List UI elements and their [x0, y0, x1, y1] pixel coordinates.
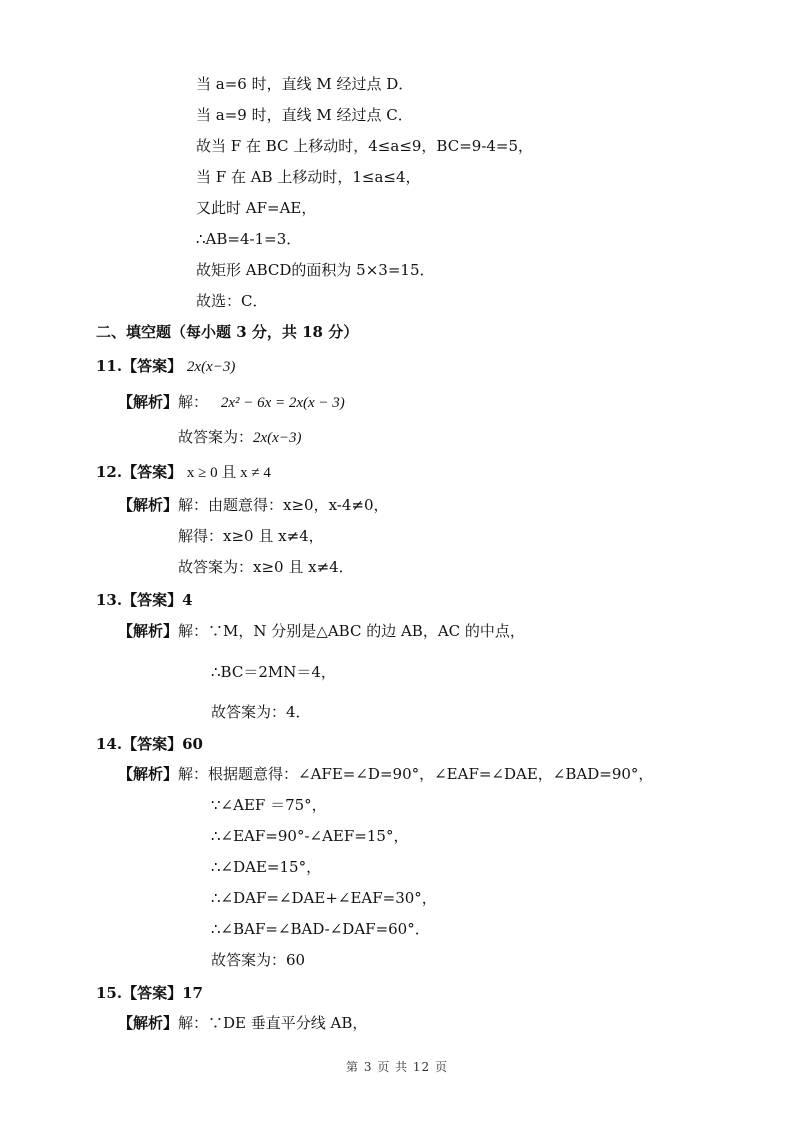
q14-line-6: ∴∠BAF=∠BAD-∠DAF=60°． [211, 920, 430, 938]
q13-answer-line [96, 590, 193, 610]
q13-number: 13. [96, 591, 123, 609]
q15-line-1: ∵DE 垂直平分线 AB， [208, 1014, 368, 1032]
analysis-tag: 【解析】 [118, 393, 179, 411]
q15-analysis-line [118, 1013, 367, 1033]
q14-number: 14. [96, 735, 123, 753]
answer-tag: 【答案】 [122, 357, 183, 375]
solution-line-2: 当 a=9 时，直线 M 经过点 C． [196, 106, 413, 124]
q14-line-4: ∴∠DAE=15°， [211, 858, 322, 876]
analysis-tag: 【解析】 [118, 765, 179, 783]
q12-answer: x ≥ 0 且 x ≠ 4 [186, 465, 271, 481]
analysis-tag: 【解析】 [118, 496, 179, 514]
solution-line-6: ∴AB=4-1=3． [196, 230, 302, 248]
solution-line-4: 当 F 在 AB 上移动时，1≤a≤4， [196, 168, 421, 186]
q14-answer-line [96, 734, 203, 754]
solution-line-5: 又此时 AF=AE， [196, 199, 317, 217]
q15-number: 15. [96, 984, 123, 1002]
q13-line-1: ∵M，N 分别是△ABC 的边 AB，AC 的中点， [208, 622, 525, 640]
q14-analysis-line [118, 764, 653, 784]
analysis-tag: 【解析】 [118, 622, 179, 640]
page-footer: 第 3 页 共 12 页 [346, 1060, 448, 1074]
section-heading: 二、填空题（每小题 3 分，共 18 分） [96, 323, 359, 341]
q12-answer-line [96, 462, 271, 483]
q11-conclusion [178, 427, 301, 448]
q12-line-3: 故答案为：x≥0 且 x≠4． [178, 558, 354, 576]
q12-number: 12. [96, 463, 123, 481]
q11-number: 11. [96, 357, 123, 375]
solution-line-1: 当 a=6 时，直线 M 经过点 D． [196, 75, 414, 93]
q12-analysis-line [118, 495, 389, 515]
q14-line-3: ∴∠EAF=90°-∠AEF=15°， [211, 827, 409, 845]
jie-label: 解： [178, 765, 209, 783]
q14-answer: 60 [182, 735, 203, 753]
q11-answer-line [96, 356, 235, 377]
answer-tag: 【答案】 [122, 463, 183, 481]
jie-label: 解： [178, 393, 209, 411]
q13-line-3: 故答案为：4． [211, 703, 311, 721]
jie-label: 解： [178, 496, 209, 514]
q11-analysis-line [118, 392, 345, 413]
q14-line-7: 故答案为：60 [211, 951, 306, 969]
answer-tag: 【答案】 [122, 735, 183, 753]
q12-line-2: 解得：x≥0 且 x≠4， [178, 527, 324, 545]
analysis-tag: 【解析】 [118, 1014, 179, 1032]
q11-equation: 2x² − 6x = 2x(x − 3) [220, 395, 345, 411]
q14-line-2: ∵∠AEF ＝75°， [211, 796, 327, 814]
jie-label: 解： [178, 622, 209, 640]
q15-answer-line [96, 983, 203, 1003]
q13-answer: 4 [182, 591, 193, 609]
q13-analysis-line [118, 621, 525, 641]
solution-line-8: 故选：C． [196, 292, 268, 310]
q14-line-5: ∴∠DAF=∠DAE+∠EAF=30°， [211, 889, 437, 907]
q14-line-1: 根据题意得：∠AFE=∠D=90°，∠EAF=∠DAE，∠BAD=90°， [208, 765, 654, 783]
jie-label: 解： [178, 1014, 209, 1032]
q11-answer: 2x(x−3) [186, 359, 236, 375]
q11-conclusion-prefix: 故答案为： [178, 428, 254, 446]
q11-conclusion-math: 2x(x−3) [253, 430, 302, 446]
q15-answer: 17 [182, 984, 203, 1002]
solution-line-7: 故矩形 ABCD的面积为 5×3=15． [196, 261, 435, 279]
solution-line-3: 故当 F 在 BC 上移动时，4≤a≤9，BC=9-4=5， [196, 137, 534, 155]
q13-line-2: ∴BC＝2MN＝4， [211, 663, 336, 681]
answer-tag: 【答案】 [122, 984, 183, 1002]
q12-line-1: 由题意得：x≥0，x-4≠0， [208, 496, 389, 514]
answer-tag: 【答案】 [122, 591, 183, 609]
